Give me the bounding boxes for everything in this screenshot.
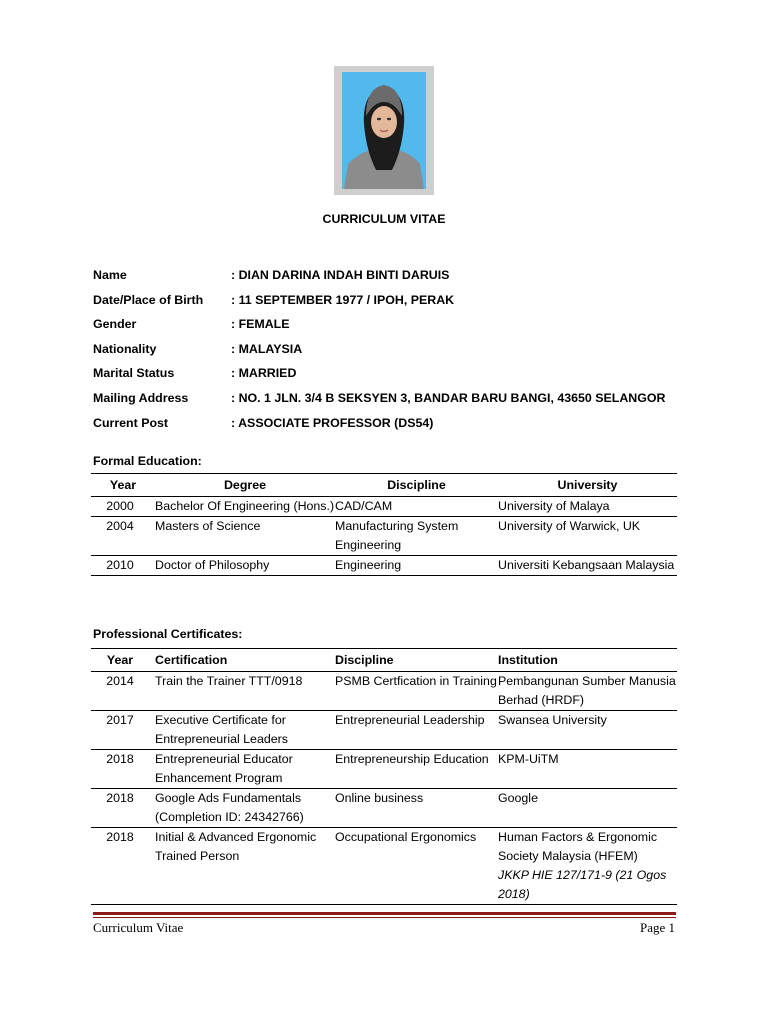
- cell-certification: Entrepreneurial Educator Enhancement Program: [155, 750, 335, 789]
- cell-discipline: PSMB Certfication in Training: [335, 672, 498, 711]
- cell-year: 2000: [91, 497, 155, 517]
- institution-name: Google: [498, 791, 538, 805]
- table-row: [91, 672, 677, 711]
- detail-value: : MARRIED: [231, 366, 297, 381]
- institution-name: Pembangunan Sumber Manusia Berhad (HRDF): [498, 674, 676, 707]
- cell-year: 2018: [91, 750, 155, 789]
- detail-row: [93, 416, 693, 441]
- cell-certification: Executive Certificate for Entrepreneurial Leaders: [155, 711, 335, 750]
- cell-certification: Google Ads Fundamentals (Completion ID: 24342766): [155, 789, 335, 828]
- certificates-heading: Professional Certificates:: [93, 627, 243, 641]
- column-header: Year: [91, 474, 155, 497]
- column-header: Discipline: [335, 474, 498, 497]
- column-header: Discipline: [335, 649, 498, 672]
- detail-row: [93, 391, 693, 416]
- institution-reference: JKKP HIE 127/171-9 (21 Ogos 2018): [498, 868, 667, 901]
- detail-label: Mailing Address: [93, 390, 189, 405]
- profile-photo-frame: [334, 66, 434, 195]
- table-row: [91, 497, 677, 517]
- cell-year: 2018: [91, 789, 155, 828]
- table-row: [91, 711, 677, 750]
- cell-year: 2017: [91, 711, 155, 750]
- cell-degree: Doctor of Philosophy: [155, 556, 335, 576]
- detail-label: Nationality: [93, 341, 157, 356]
- table-row: [91, 517, 677, 556]
- certificates-table: [91, 648, 677, 905]
- detail-value: : FEMALE: [231, 317, 290, 332]
- column-header: Institution: [498, 649, 677, 672]
- cell-degree: Bachelor Of Engineering (Hons.): [155, 497, 335, 517]
- institution-name: Swansea University: [498, 713, 607, 727]
- detail-row: [93, 293, 693, 318]
- detail-label: Name: [93, 268, 127, 282]
- cell-year: 2004: [91, 517, 155, 556]
- cell-institution: [498, 828, 677, 905]
- table-row: [91, 556, 677, 576]
- detail-value: : NO. 1 JLN. 3/4 B SEKSYEN 3, BANDAR BARU BANGI, 43650 SELANGOR: [231, 390, 666, 405]
- detail-label: Marital Status: [93, 366, 175, 381]
- table-row: [91, 828, 677, 905]
- detail-label: Date/Place of Birth: [93, 292, 204, 307]
- detail-row: [93, 317, 693, 342]
- detail-value: : DIAN DARINA INDAH BINTI DARUIS: [231, 268, 450, 282]
- column-header: Degree: [155, 474, 335, 497]
- cell-university: Universiti Kebangsaan Malaysia: [498, 556, 677, 576]
- footer-title: Curriculum Vitae: [93, 920, 184, 935]
- detail-value: : ASSOCIATE PROFESSOR (DS54): [231, 415, 434, 430]
- cell-discipline: Manufacturing System Engineering: [335, 517, 498, 556]
- detail-label: Gender: [93, 317, 137, 332]
- profile-photo: [342, 72, 426, 189]
- detail-row: [93, 342, 693, 367]
- cell-certification: Initial & Advanced Ergonomic Trained Person: [155, 828, 335, 905]
- document-title: CURRICULUM VITAE: [322, 212, 446, 226]
- cell-university: University of Malaya: [498, 497, 677, 517]
- detail-value: : 11 SEPTEMBER 1977 / IPOH, PERAK: [231, 292, 455, 307]
- cell-discipline: CAD/CAM: [335, 497, 498, 517]
- table-row: [91, 750, 677, 789]
- cell-discipline: Engineering: [335, 556, 498, 576]
- cell-degree: Masters of Science: [155, 517, 335, 556]
- cell-year: 2010: [91, 556, 155, 576]
- cell-certification: Train the Trainer TTT/0918: [155, 672, 335, 711]
- education-heading: Formal Education:: [93, 454, 202, 468]
- table-row: [91, 789, 677, 828]
- institution-name: Human Factors & Ergonomic Society Malaysia (HFEM): [498, 830, 658, 863]
- cell-discipline: Entrepreneurial Leadership: [335, 711, 498, 750]
- personal-details: [93, 268, 693, 440]
- cell-year: 2018: [91, 828, 155, 905]
- column-header: Year: [91, 649, 155, 672]
- cell-discipline: Entrepreneurship Education: [335, 750, 498, 789]
- cell-institution: [498, 789, 677, 828]
- cell-university: University of Warwick, UK: [498, 517, 677, 556]
- institution-name: KPM-UiTM: [498, 752, 559, 766]
- column-header: Certification: [155, 649, 335, 672]
- cell-institution: [498, 672, 677, 711]
- detail-value: : MALAYSIA: [231, 341, 303, 356]
- column-header: University: [498, 474, 677, 497]
- table-header-row: [91, 474, 677, 497]
- cell-discipline: Online business: [335, 789, 498, 828]
- detail-row: [93, 366, 693, 391]
- cell-institution: [498, 711, 677, 750]
- cell-institution: [498, 750, 677, 789]
- footer-rule-thin: [93, 917, 676, 918]
- page-number: Page 1: [639, 920, 675, 935]
- cell-year: 2014: [91, 672, 155, 711]
- footer-rule: [93, 912, 676, 915]
- cell-discipline: Occupational Ergonomics: [335, 828, 498, 905]
- detail-row: [93, 268, 693, 293]
- education-table: [91, 473, 677, 576]
- table-header-row: [91, 649, 677, 672]
- detail-label: Current Post: [93, 415, 169, 430]
